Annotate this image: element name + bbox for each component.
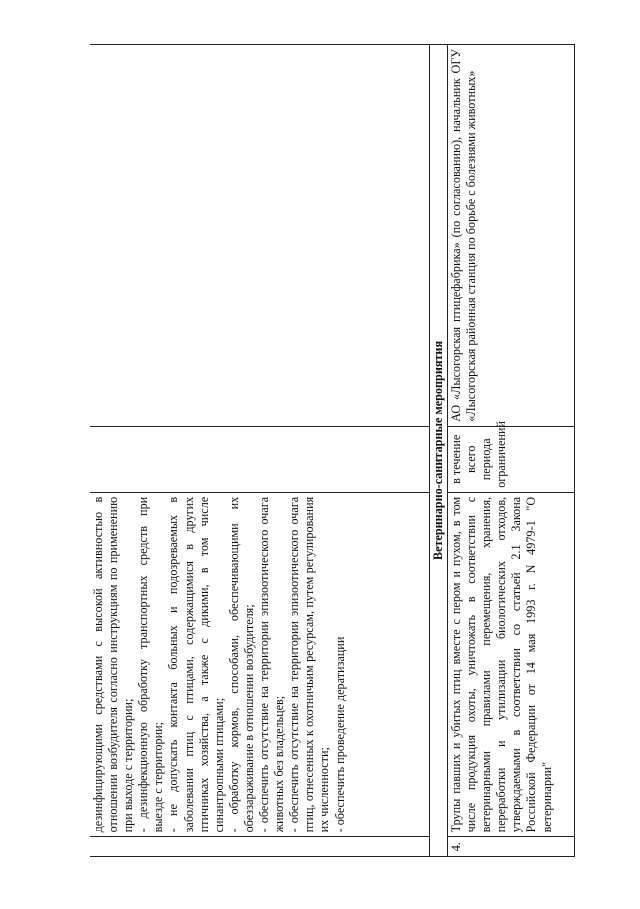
activity-text: дезинфицирующими средствами с высокой активностью в отношении возбудителя согласно инструкциям по применению при выходе с территории; bbox=[91, 496, 136, 833]
responsible-cell: АО «Лысогорская птицефабрика» (по согласованию), начальник ОГУ «Лысогорская районная станция по борьбе с болезнями животных» bbox=[448, 45, 575, 427]
activity-cell: Трупы павших и убитых птиц вместе с пером и пухом, в том числе продукция охоты, уничтожать в соответствии с ветеринарными правилами перемещения, хранения, переработки и утилизации биологических отходов, утверждаемыми в соответствии со статьей 2.1 Закона Российской Федерации от 14 мая 1993 г. N 4979-1 "О ветеринарии" bbox=[448, 492, 575, 837]
measures-table bbox=[90, 44, 575, 857]
term-cell bbox=[90, 426, 430, 492]
term-cell: в течение всего периода ограничений bbox=[448, 426, 575, 492]
activity-item: - обеспечить отсутствие на территории эпизоотического очага птиц, отнесенных к охотничьим ресурсам, путем регулирования их численности; bbox=[287, 496, 332, 833]
activity-item: - обеспечить проведение дератизации bbox=[332, 636, 347, 833]
section-title: Ветеринарно-санитарные мероприятия bbox=[430, 45, 448, 857]
responsible-cell bbox=[90, 45, 430, 427]
table-row bbox=[90, 45, 430, 857]
activity-item: - не допускать контакта больных и подозреваемых в заболевании птиц с птицами, содержащимися в других птичниках хозяйства, а также с дикими, в том числе синантропными птицами; bbox=[166, 496, 226, 833]
row-number-cell: 4. bbox=[448, 837, 575, 857]
row-number-cell bbox=[90, 837, 430, 857]
section-row bbox=[430, 45, 448, 857]
activity-item: - обработку кормов, способами, обеспечивающими их обеззараживание в отношении возбудителя; bbox=[226, 496, 256, 833]
table-row bbox=[448, 45, 575, 857]
activity-cell bbox=[90, 492, 430, 837]
rotated-table-container bbox=[90, 44, 582, 857]
activity-item: - дезинфекционную обработку транспортных средств при выезде с территории; bbox=[136, 496, 166, 833]
activity-item: - обеспечить отсутствие на территории эпизоотического очага животных без владельцев; bbox=[257, 496, 287, 833]
